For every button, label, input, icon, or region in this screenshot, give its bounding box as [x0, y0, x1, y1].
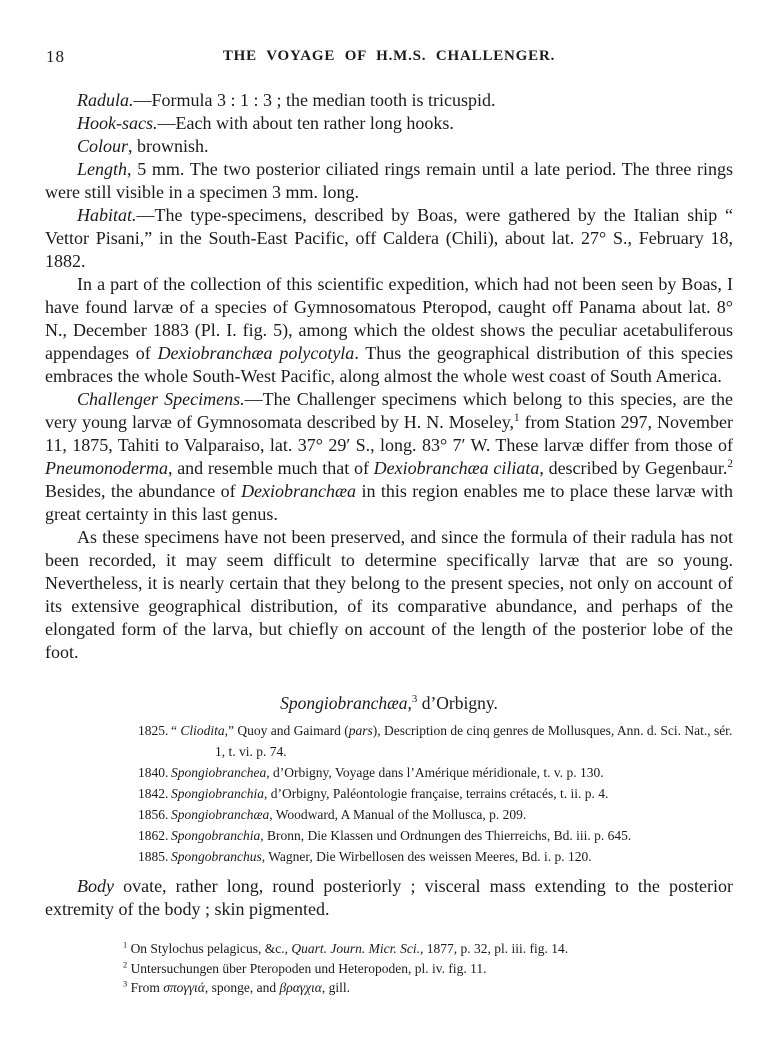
synonymy-entry-1856	[45, 804, 733, 825]
paragraph-length: Length, 5 mm. The two posterior ciliated rings remain until a late period. The three rings were still visible in a specimen 3 mm. long.	[45, 159, 733, 202]
footnote-3	[45, 978, 733, 998]
footnote-text: Untersuchungen über Pteropoden und Heteropoden, pl. iv. fig. 11.	[127, 960, 487, 976]
footnote-marker: 3	[123, 979, 128, 989]
section-heading: Spongiobranchæa,$^3$ d’Orbigny.	[280, 693, 498, 713]
paragraph-hook-sacs: Hook-sacs.—Each with about ten rather long hooks.	[77, 113, 454, 133]
footnote-2	[45, 959, 733, 979]
synonymy-year: 1885.	[138, 849, 169, 864]
synonymy-year: 1856.	[138, 807, 169, 822]
footnotes	[45, 939, 733, 998]
page-header	[45, 47, 733, 68]
synonymy-year: 1862.	[138, 828, 169, 843]
paragraph-expedition: In a part of the collection of this scientific expedition, which had not been seen by Boas, I have found larvæ of a species of Gymnosomatous Pteropod, caught off Panama about lat. 8° N., December 1883 (Pl. I. fig. 5), among which the oldest shows the peculiar acetabuliferous appendages of Dexiobranchæa polycotyla. Thus the geographical distribution of this species embraces the whole South-West Pacific, along almost the whole west coast of South America.	[45, 274, 733, 386]
synonymy-text: Spongobranchia, Bronn, Die Klassen und Ordnungen des Thierreichs, Bd. iii. p. 645.	[171, 828, 632, 843]
footnote-marker: 2	[123, 960, 128, 969]
synonymy-text: “ Cliodita,” Quoy and Gaimard (pars), Description de cinq genres de Mollusques, Ann. d. Sci. Nat., sér. 1, t. vi. p. 74.	[171, 723, 733, 759]
paragraph-body-description: Body ovate, rather long, round posteriorly ; visceral mass extending to the posterior extremity of the body ; skin pigmented.	[45, 876, 733, 919]
synonymy-text: Spongiobranchia, d’Orbigny, Paléontologie française, terrains crétacés, t. ii. p. 4.	[171, 786, 609, 801]
paragraph-determination: As these specimens have not been preserved, and since the formula of their radula has not been recorded, it may seem difficult to determine specifically larvæ that are so young. Nevertheless, it is nearly certain that they belong to the present species, not only on account of its extensive geographical distribution, of its comparative abundance, and perhaps of the elongated form of the larva, but chiefly on account of the length of the posterior lobe of the foot.	[45, 527, 733, 662]
synonymy-entry-1842	[45, 783, 733, 804]
running-title: THE VOYAGE OF H.M.S. CHALLENGER.	[222, 48, 556, 64]
synonymy-entry-1840	[45, 762, 733, 783]
paragraph-habitat: Habitat.—The type-specimens, described by Boas, were gathered by the Italian ship “ Vettor Pisani,” in the South-East Pacific, off Caldera (Chili), about lat. 27° S., February 18, 1882.	[45, 205, 733, 271]
main-text	[45, 89, 733, 664]
synonymy-year: 1842.	[138, 786, 169, 801]
synonymy-text: Spongobranchus, Wagner, Die Wirbellosen des weissen Meeres, Bd. i. p. 120.	[171, 849, 592, 864]
paragraph-challenger-specimens: Challenger Specimens.—The Challenger specimens which belong to this species, are the very young larvæ of Gymnosomata described by H. N. Moseley,$^1$ from Station 297, November 11, 1875, Tahiti to Valparaiso, lat. 37° 29′ S., long. 83° 7′ W. These larvæ differ from those of Pneumonoderma, and resemble much that of Dexiobranchæa ciliata, described by Gegenbaur.$^2$ Besides, the abundance of Dexiobranchæa in this region enables me to place these larvæ with great certainty in this last genus.	[45, 389, 733, 524]
synonymy-text: Spongiobranchæa, Woodward, A Manual of the Mollusca, p. 209.	[171, 807, 527, 822]
paragraph-colour: Colour, brownish.	[77, 136, 209, 156]
synonymy-year: 1840.	[138, 765, 169, 780]
footnote-marker: 1	[123, 940, 128, 950]
synonymy-text: Spongiobranchea, d’Orbigny, Voyage dans l’Amérique méridionale, t. v. p. 130.	[171, 765, 604, 780]
paragraph-radula: Radula.—Formula 3 : 1 : 3 ; the median tooth is tricuspid.	[77, 90, 496, 110]
synonymy-year: 1825.	[138, 723, 169, 738]
synonymy-entry-1885	[45, 846, 733, 867]
footnote-text: From σπογγιά, sponge, and βραγχια, gill.	[127, 980, 351, 995]
page-number: 18	[46, 47, 65, 66]
synonymy-entry-1825	[45, 720, 733, 762]
footnote-1	[45, 939, 733, 959]
footnote-text: On Stylochus pelagicus, &c., Quart. Journ. Micr. Sci., 1877, p. 32, pl. iii. fig. 14.	[127, 941, 569, 956]
synonymy-entry-1862	[45, 825, 733, 846]
synonymy-list	[45, 720, 733, 867]
